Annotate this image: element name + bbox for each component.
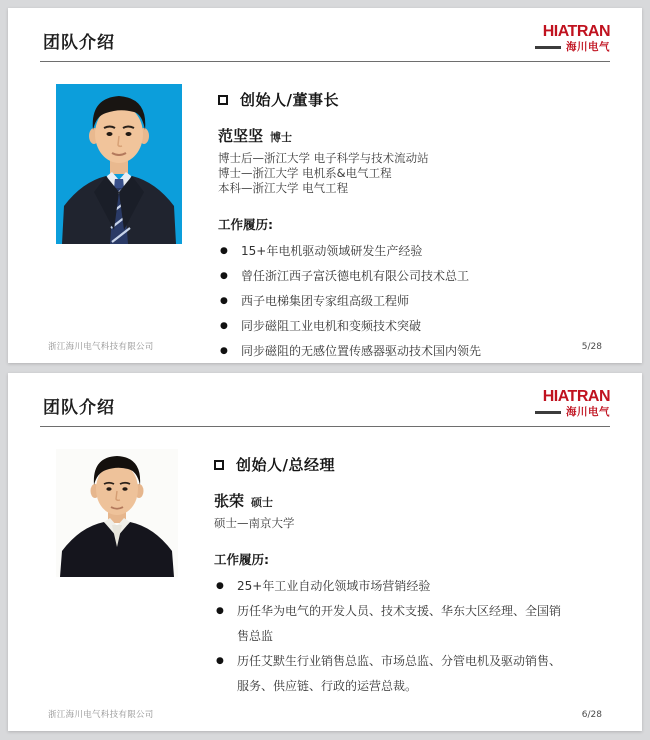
portrait-photo-general-manager xyxy=(56,449,178,699)
work-history-item: ● 历任艾默生行业销售总监、市场总监、分管电机及驱动销售、服务、供应链、行政的运营总裁。 xyxy=(214,649,562,699)
work-history-item: ● 同步磁阻的无感位置传感器驱动技术国内领先 xyxy=(218,339,602,364)
role-heading xyxy=(218,89,602,110)
page-number: 5/28 xyxy=(581,342,602,352)
work-history-item: ● 西子电梯集团专家组高级工程师 xyxy=(218,289,602,314)
portrait-photo-image xyxy=(56,84,182,244)
logo-chinese-name: 海川电气 xyxy=(566,405,610,418)
portrait-photo-image xyxy=(56,449,178,577)
slide-header xyxy=(40,373,610,427)
education-line: 博士后—浙江大学 电子科学与技术流动站 xyxy=(218,150,429,165)
education-line: 博士—浙江大学 电机系&电气工程 xyxy=(218,165,392,180)
work-history-item: ● 25+年工业自动化领域市场营销经验 xyxy=(214,574,562,599)
footer-company-name: 浙江海川电气科技有限公司 xyxy=(48,710,154,720)
work-history-list xyxy=(214,574,602,699)
footer-company-name: 浙江海川电气科技有限公司 xyxy=(48,342,154,352)
slide-page-5 xyxy=(8,8,642,363)
education-list xyxy=(214,516,602,531)
square-bullet-icon xyxy=(218,95,228,105)
person-name-row xyxy=(218,125,602,146)
slide-page-6 xyxy=(8,373,642,731)
logo-chinese-name: 海川电气 xyxy=(566,40,610,53)
bio-text-column xyxy=(214,449,602,699)
slide-title: 团队介绍 xyxy=(43,32,115,53)
bio-text-column xyxy=(218,84,602,364)
person-name: 范坚坚 xyxy=(218,126,264,145)
person-name-row xyxy=(214,490,602,511)
education-list xyxy=(218,151,602,196)
slide-body xyxy=(8,427,642,699)
role-label: 创始人/董事长 xyxy=(240,90,339,109)
slide-footer xyxy=(48,340,602,352)
logo-bar-icon xyxy=(535,46,561,49)
work-history-item: ● 同步磁阻工业电机和变频技术突破 xyxy=(218,314,602,339)
company-logo xyxy=(535,24,610,53)
role-label: 创始人/总经理 xyxy=(236,455,335,474)
slide-header xyxy=(40,8,610,62)
work-history-heading: 工作履历: xyxy=(218,216,273,232)
work-history-item: ● 曾任浙江西子富沃德电机有限公司技术总工 xyxy=(218,264,602,289)
work-history-heading: 工作履历: xyxy=(214,551,269,567)
slide-body xyxy=(8,62,642,364)
company-logo xyxy=(535,389,610,418)
page-number: 6/28 xyxy=(581,710,602,720)
person-degree: 硕士 xyxy=(251,495,274,509)
education-line: 本科—浙江大学 电气工程 xyxy=(218,180,349,195)
logo-bar-icon xyxy=(535,411,561,414)
slide-footer xyxy=(48,708,602,720)
square-bullet-icon xyxy=(214,460,224,470)
work-history-item: ● 15+年电机驱动领域研发生产经验 xyxy=(218,239,602,264)
person-name: 张荣 xyxy=(214,491,245,510)
work-history-item: ● 历任华为电气的开发人员、技术支援、华东大区经理、全国销售总监 xyxy=(214,599,562,649)
education-line: 硕士—南京大学 xyxy=(214,515,295,530)
slide-title: 团队介绍 xyxy=(43,397,115,418)
person-degree: 博士 xyxy=(270,130,293,144)
portrait-photo-chairman xyxy=(56,84,182,364)
logo-wordmark: HIATRAN xyxy=(542,388,610,405)
role-heading xyxy=(214,454,602,475)
logo-wordmark: HIATRAN xyxy=(542,23,610,40)
